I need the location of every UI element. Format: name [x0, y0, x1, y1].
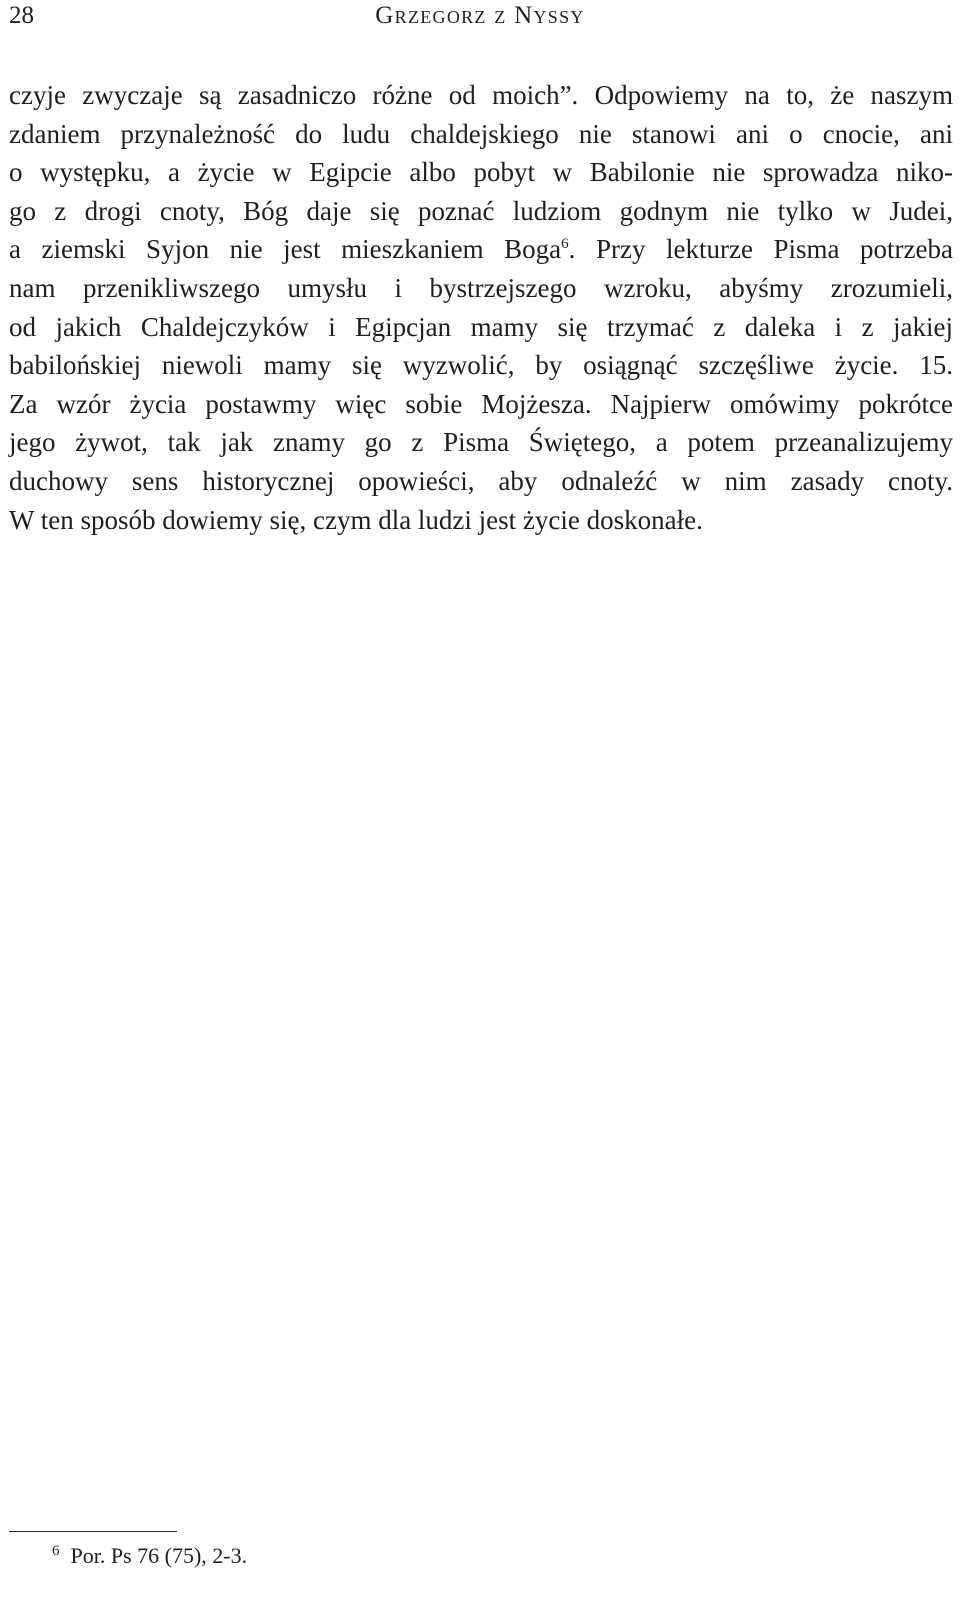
- text-line: go z drogi cnoty, Bóg daje się poznać ludziom godnym nie tylko w Judei,: [9, 195, 953, 226]
- text-line: o występku, a życie w Egipcie albo pobyt w Babilonie nie sprowadza niko-: [9, 157, 953, 188]
- text-line: W ten sposób dowiemy się, czym dla ludzi jest życie doskonałe.: [9, 504, 703, 535]
- footnote-divider: [9, 1531, 177, 1532]
- running-head: [0, 0, 960, 40]
- text-line: duchowy sens historycznej opowieści, aby odnaleźć w nim zasady cnoty.: [9, 465, 953, 496]
- footnote-reference[interactable]: 6: [561, 236, 569, 253]
- footnote: [52, 1541, 247, 1571]
- text-line: Za wzór życia postawmy więc sobie Mojżesza. Najpierw omówimy pokrótce: [9, 388, 953, 419]
- text-line: od jakich Chaldejczyków i Egipcjan mamy się trzymać z daleka i z jakiej: [9, 311, 953, 342]
- footnote-marker: 6: [52, 1543, 60, 1559]
- page-number: 28: [9, 2, 34, 29]
- text-run: . Przy lekturze Pisma potrzeba: [568, 234, 953, 265]
- text-line: jego żywot, tak jak znamy go z Pisma Świętego, a potem przeanalizujemy: [9, 427, 953, 458]
- body-paragraph: [9, 76, 953, 539]
- text-line: czyje zwyczaje są zasadniczo różne od moich”. Odpowiemy na to, że naszym: [9, 80, 953, 110]
- text-line: nam przenikliwszego umysłu i bystrzejszego wzroku, abyśmy zrozumieli,: [9, 272, 953, 303]
- text-line: zdaniem przynależność do ludu chaldejskiego nie stanowi ani o cnocie, ani: [9, 118, 953, 149]
- text-line: [9, 230, 953, 269]
- footnote-text: Por. Ps 76 (75), 2‑3.: [70, 1543, 248, 1568]
- text-line: babilońskiej niewoli mamy się wyzwolić, by osiągnąć szczęśliwe życie. 15.: [9, 350, 953, 381]
- running-title: Grzegorz z Nyssy: [375, 2, 585, 29]
- text-run: a ziemski Syjon nie jest mieszkaniem Boga: [9, 234, 562, 265]
